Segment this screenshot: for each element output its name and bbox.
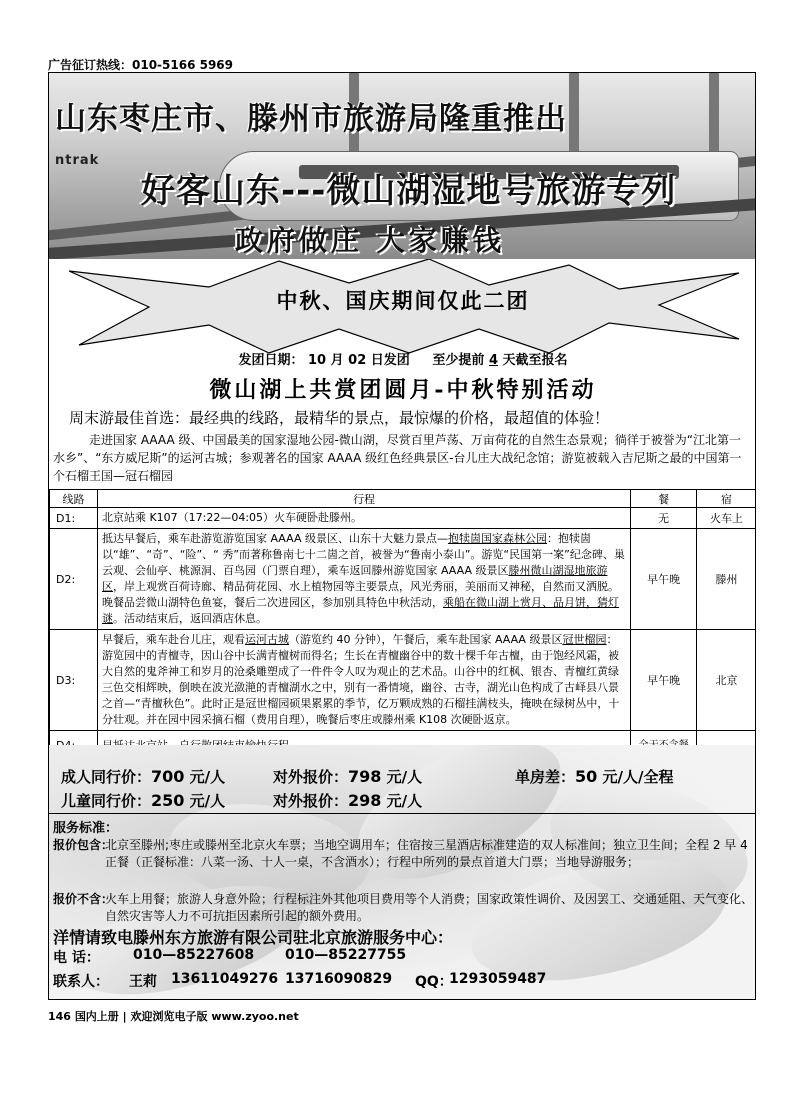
person-name: 王莉 <box>129 974 157 990</box>
row-meal: 早午晚 <box>631 630 697 731</box>
adult-retail-label: 对外报价： <box>273 768 349 786</box>
adult-label: 成人同行价： <box>61 768 152 786</box>
service-title: 服务标准： <box>53 821 119 836</box>
desc-text: （游览约 40 分钟），午餐后，乘车赴国家 AAAA 级景区 <box>288 633 563 646</box>
desc-text: 抵达早餐后，乘车赴游览游览国家 AAAA 级景区、山东十大魅力景点— <box>101 532 448 545</box>
phone-2: 010—85227755 <box>285 947 407 963</box>
row-stay: 火车上 <box>697 508 756 529</box>
desc-text: ，岸上观赏百荷诗廊、精品荷花园、水上植物园等主要景点，风光秀丽，美丽而又神秘，自然而又洒脱。晚餐品尝微山湖特色鱼宴，餐后二次进园区，参加别具特色中秋活动， <box>101 580 619 609</box>
row-desc <box>97 529 630 630</box>
single-label: 单房差： <box>515 768 576 786</box>
advance-pre: 至少提前 <box>432 353 485 368</box>
row-desc <box>97 630 630 731</box>
departure-label: 发团日期： <box>238 353 304 368</box>
adult-price <box>61 765 225 789</box>
itinerary-table <box>49 489 756 761</box>
table-row <box>50 508 757 529</box>
header-meal: 餐 <box>631 490 697 508</box>
desc-highlight: 运河古城 <box>244 633 289 646</box>
section-name: 国内上册 <box>74 1010 119 1023</box>
child-label: 儿童同行价： <box>61 792 152 810</box>
table-row <box>50 630 757 731</box>
intro-paragraph: 走进国家 AAAA 级、中国最美的国家湿地公园-微山湖，尽赏百里芦荡、万亩荷花的自然生态景观；徜徉于被誉为“江北第一水乡”、“东方威尼斯”的运河古城；参观著名的国家 AAAA 级红色经典景区-台儿庄大战纪念馆；游览被载入吉尼斯之最的中国第一个石榴王国—冠石榴园 <box>53 433 742 483</box>
ad-hotline: 广告征订热线：010-5166 5969 <box>48 58 234 72</box>
adult-retail-value: 798 <box>348 767 382 786</box>
header-itinerary: 行程 <box>97 490 630 508</box>
table-row <box>50 529 757 630</box>
row-stay: 北京 <box>697 630 756 731</box>
child-retail-value: 298 <box>348 791 382 810</box>
desc-highlight: 冠世榴园 <box>562 633 607 646</box>
banner <box>49 73 756 259</box>
divider <box>49 813 756 814</box>
departure-date: 10 月 02 日发团 <box>308 353 410 368</box>
page-number: 146 <box>48 1010 71 1023</box>
service-included <box>53 837 753 871</box>
person-label: 联系人： <box>53 974 109 990</box>
train-logo: ntrak <box>55 153 100 168</box>
excluded-text: 火车上用餐；旅游人身意外险；行程标注外其他项目费用等个人消费；国家政策性调价、及因罢工、交通延阻、天气变化、自然灾害等人力不可抗拒因素所引起的额外费用。 <box>105 892 754 923</box>
banner-title: 山东枣庄市、滕州市旅游局隆重推出 <box>55 101 567 137</box>
child-value: 250 <box>151 791 185 810</box>
row-meal: 早午晚 <box>631 529 697 630</box>
desc-highlight: 滕州微山湖湿地旅游区 <box>101 564 608 593</box>
child-retail <box>273 789 422 813</box>
advert-frame <box>48 72 756 1000</box>
desc-text: ：游览园中的青檀寺，因山谷中长满青檀树而得名；生长在青檀幽谷中的数十棵千年古檀，由于饱经风霜，被大自然的鬼斧神工和岁月的沧桑雕塑成了一件件令人叹为观止的艺术品。山谷中的红枫、银杏、青檀红黄绿三色交相辉映，倒映在波光潋滟的青檀湖水之中，别有一番情境，幽谷、古寺，湖光山色构成了古峄县八景之首—“青檀秋色”。此时正是冠世榴园硕果累累的季节，亿万颗成熟的石榴挂满枝头，掩映在绿树丛中，十分壮观。并在园中园采摘石榴（费用自理），晚餐后枣庄或滕州乘 K108 次硬卧返京。 <box>101 633 620 726</box>
weekend-pitch: 周末游最佳首选：最经典的线路，最精华的景点，最惊爆的价格，最超值的体验！ <box>69 409 610 427</box>
page-footer <box>48 1008 299 1024</box>
adult-value: 700 <box>151 767 185 786</box>
advance-days: 4 <box>488 353 498 368</box>
desc-text: ：抱犊崮以“雄”、“奇”、“险”、“ 秀”而著称鲁南七十二崮之首，被誉为“鲁南小泰山”。游览“民国第一案”纪念碑、巢云观、会仙亭、桃源洞、百鸟园（门票自理），乘车返回滕州游览国家 AAAA 级景区 <box>101 532 625 577</box>
qq-label: QQ： <box>415 974 453 990</box>
header-stay: 宿 <box>697 490 756 508</box>
row-day: D3: <box>50 630 98 731</box>
departure-info <box>49 349 756 368</box>
headline: 中秋、国庆期间仅此二团 <box>276 289 530 313</box>
row-meal: 无 <box>631 508 697 529</box>
mobile-2: 13716090829 <box>285 971 393 987</box>
child-unit: 元/人 <box>189 792 226 810</box>
qq-number: 1293059487 <box>449 971 547 987</box>
banner-slogan: 政府做庄 大家赚钱 <box>235 224 505 257</box>
service-excluded <box>53 891 753 925</box>
child-retail-unit: 元/人 <box>386 792 423 810</box>
row-stay: 滕州 <box>697 529 756 630</box>
header-day: 线路 <box>50 490 98 508</box>
single-value: 50 <box>575 767 598 786</box>
table-header <box>50 490 757 508</box>
mobile-1: 13611049276 <box>171 971 279 987</box>
banner-subtitle: 好客山东---微山湖湿地号旅游专列 <box>141 171 677 211</box>
single-supplement <box>515 765 673 789</box>
footer-separator: | <box>122 1010 127 1023</box>
phone-1: 010—85227608 <box>133 947 255 963</box>
child-retail-label: 对外报价： <box>273 792 349 810</box>
included-label: 报价包含： <box>53 838 114 852</box>
child-price <box>61 789 225 813</box>
adult-retail-unit: 元/人 <box>386 768 423 786</box>
desc-text: 早餐后，乘车赴台儿庄，观看 <box>101 633 245 646</box>
single-unit: 元/人/全程 <box>602 768 674 786</box>
desc-highlight: 乘船在微山湖上赏月、品月饼，猜灯谜 <box>101 596 619 625</box>
advance-post: 天截至报名 <box>502 353 568 368</box>
desc-text: 。活动结束后，返回酒店休息。 <box>112 612 267 625</box>
site-link[interactable]: 欢迎浏览电子版 www.zyoo.net <box>130 1010 299 1023</box>
row-day: D1: <box>50 508 98 529</box>
phone-label: 电 话： <box>53 950 100 966</box>
desc-highlight: 抱犊崮国家森林公园 <box>447 532 547 545</box>
row-desc: 北京站乘 K107（17:22—04:05）火车硬卧赴滕州。 <box>97 508 630 529</box>
included-text: 北京至滕州;枣庄或滕州至北京火车票；当地空调用车；住宿按三星酒店标准建造的双人标准间；独立卫生间；全程 2 早 4 正餐（正餐标准：八菜一汤、十人一桌，不含酒水）；行程中所列的景点首道大门票；当地导游服务； <box>105 838 748 869</box>
excluded-label: 报价不含： <box>53 892 114 906</box>
adult-retail <box>273 765 422 789</box>
row-day: D2: <box>50 529 98 630</box>
activity-title: 微山湖上共赏团圆月-中秋特别活动 <box>209 377 597 403</box>
adult-unit: 元/人 <box>189 768 226 786</box>
contact-title: 洋情请致电滕州东方旅游有限公司驻北京旅游服务中心： <box>53 928 454 947</box>
